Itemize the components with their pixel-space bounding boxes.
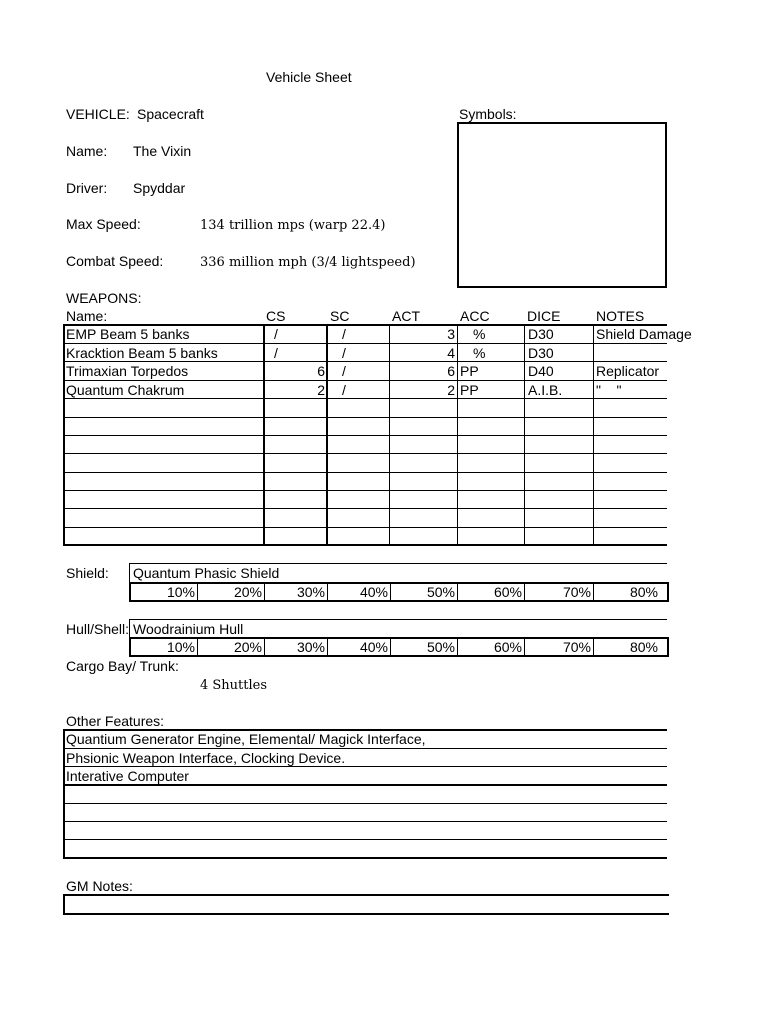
hull-label: Hull/Shell:: [66, 621, 130, 637]
hull-percent: 30%: [296, 639, 325, 655]
name-value: The Vixin: [133, 143, 192, 159]
weapon-notes: " ": [596, 382, 622, 398]
weapon-act: 6: [447, 363, 455, 379]
shield-percent: 30%: [296, 584, 325, 600]
weapon-sc: /: [342, 382, 346, 398]
weapon-name: Quantum Chakrum: [66, 382, 185, 398]
hull-percent: 80%: [629, 639, 658, 655]
shield-label: Shield:: [66, 565, 109, 581]
gm-notes-box: [63, 894, 669, 915]
weapon-sc: /: [342, 363, 346, 379]
combat-speed-value: 336 million mph (3/4 lightspeed): [200, 255, 416, 270]
other-features-line: Phsionic Weapon Interface, Clocking Device.: [66, 750, 346, 766]
weapon-acc: PP: [460, 382, 479, 398]
symbols-label: Symbols:: [459, 106, 517, 122]
shield-value: Quantum Phasic Shield: [133, 565, 280, 581]
weapon-dice: D40: [528, 363, 554, 379]
hull-percent: 20%: [233, 639, 262, 655]
weapon-name: EMP Beam 5 banks: [66, 326, 190, 342]
column-header-acc: ACC: [460, 308, 490, 324]
weapons-heading: WEAPONS:: [66, 290, 142, 306]
column-header-sc: SC: [330, 308, 350, 324]
hull-percent: 60%: [493, 639, 522, 655]
max-speed-label: Max Speed:: [66, 216, 141, 232]
cargo-value: 4 Shuttles: [200, 678, 268, 693]
weapon-sc: /: [342, 326, 346, 342]
column-header-act: ACT: [392, 308, 420, 324]
other-features-line: Interative Computer: [66, 768, 189, 784]
weapon-cs: /: [274, 345, 278, 361]
hull-percent: 70%: [562, 639, 591, 655]
other-features-line: Quantium Generator Engine, Elemental/ Magick Interface,: [66, 731, 426, 747]
weapon-acc: %: [473, 345, 486, 361]
weapon-cs: /: [274, 326, 278, 342]
gm-notes-label: GM Notes:: [66, 878, 133, 894]
page-title: Vehicle Sheet: [266, 69, 352, 85]
weapon-acc: %: [473, 326, 486, 342]
cargo-label: Cargo Bay/ Trunk:: [66, 658, 179, 674]
weapon-dice: D30: [528, 345, 554, 361]
hull-percent: 10%: [166, 639, 195, 655]
max-speed-value: 134 trillion mps (warp 22.4): [200, 218, 386, 233]
shield-percent: 60%: [493, 584, 522, 600]
shield-percent: 70%: [562, 584, 591, 600]
hull-value: Woodrainium Hull: [133, 621, 244, 637]
weapon-name: Trimaxian Torpedos: [66, 363, 189, 379]
weapon-act: 4: [447, 345, 455, 361]
shield-percent: 10%: [166, 584, 195, 600]
driver-label: Driver:: [66, 180, 108, 196]
shield-percent: 80%: [629, 584, 658, 600]
driver-value: Spyddar: [133, 180, 186, 196]
column-header-cs: CS: [266, 308, 286, 324]
column-header-name: Name:: [66, 308, 108, 324]
table-border-bottom: [63, 544, 667, 546]
vehicle-value: Spacecraft: [137, 106, 204, 122]
weapon-acc: PP: [460, 363, 479, 379]
weapon-act: 2: [447, 382, 455, 398]
weapon-notes: Shield Damage: [596, 326, 692, 342]
weapon-name: Kracktion Beam 5 banks: [66, 345, 218, 361]
vehicle-label: VEHICLE:: [66, 106, 130, 122]
weapon-cs: 6: [317, 363, 325, 379]
shield-percent: 40%: [359, 584, 388, 600]
weapon-dice: D30: [528, 326, 554, 342]
name-label: Name:: [66, 143, 108, 159]
combat-speed-label: Combat Speed:: [66, 253, 164, 269]
shield-percent: 50%: [426, 584, 455, 600]
column-header-notes: NOTES: [596, 308, 645, 324]
other-features-label: Other Features:: [66, 713, 165, 729]
weapon-act: 3: [447, 326, 455, 342]
shield-percent: 20%: [233, 584, 262, 600]
hull-percent: 40%: [359, 639, 388, 655]
weapon-notes: Replicator: [596, 363, 660, 379]
weapon-dice: A.I.B.: [528, 382, 563, 398]
weapon-cs: 2: [317, 382, 325, 398]
hull-percent: 50%: [426, 639, 455, 655]
weapon-sc: /: [342, 345, 346, 361]
column-header-dice: DICE: [527, 308, 561, 324]
